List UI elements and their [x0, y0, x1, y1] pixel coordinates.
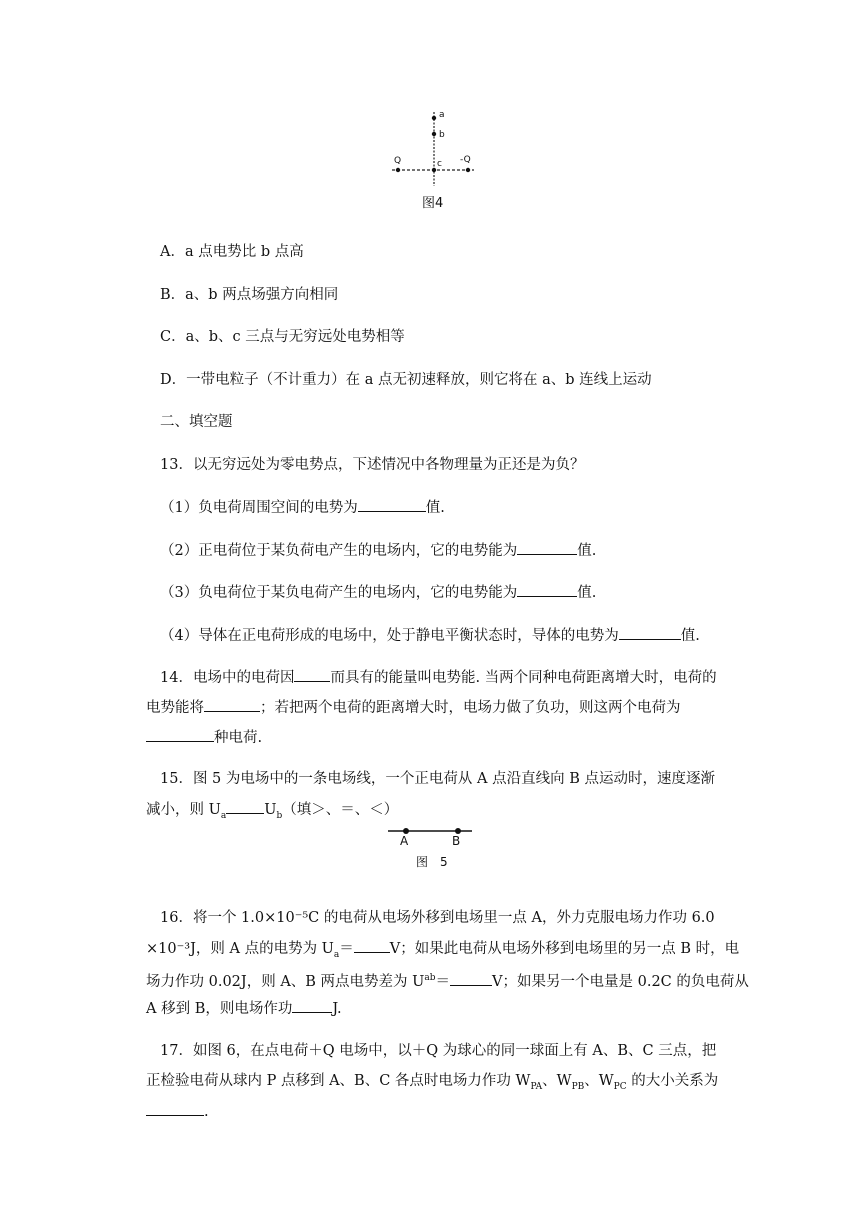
- q15-sub-a: a: [220, 810, 227, 821]
- q13-part1: [160, 497, 740, 518]
- q17-line2-text: 正检验电荷从球内 P 点移到 A、B、C 各点时电场力作功 W: [146, 1073, 531, 1089]
- q17-line3: [146, 1101, 726, 1122]
- q16-line2: [146, 938, 740, 965]
- option-c: C．a、b、c 三点与无穷远处电势相等: [160, 329, 405, 345]
- q17-blank[interactable]: [146, 1101, 204, 1116]
- q16-line4-text-b: J.: [332, 1001, 342, 1017]
- q16-line3-eq: ＝: [435, 973, 451, 990]
- option-d: D．一带电粒子（不计重力）在 a 点无初速释放，则它将在 a、b 连线上运动: [160, 372, 652, 388]
- q15-line2-hint: （填＞、＝、＜）: [282, 802, 399, 818]
- q15-blank[interactable]: [226, 799, 264, 814]
- q15-line2-text: 减小，则 U: [146, 802, 221, 818]
- q16-line3: [146, 968, 749, 992]
- q17-sep-1: 、W: [542, 1073, 572, 1089]
- fig4-label-q-neg: -Q: [460, 155, 471, 165]
- q17-sep-2: 、W: [584, 1073, 614, 1089]
- q14-line1-text-b: 而具有的能量叫电势能. 当两个同种电荷距离增大时，电荷的: [330, 670, 717, 686]
- q17-sub-pb: PB: [571, 1081, 585, 1092]
- q15-u: U: [264, 802, 277, 818]
- q14-line1: [160, 667, 740, 688]
- q13-part3-suffix: 值.: [577, 585, 597, 601]
- q16-line2-eq: ＝: [339, 941, 354, 957]
- q13-stem: 13．以无穷远处为零电势点，下述情况中各物理量为正还是为负？: [160, 457, 585, 473]
- q15-sub-b: b: [276, 810, 283, 821]
- q17-line3-text: .: [204, 1104, 209, 1120]
- q13-part4-text: （4）导体在正电荷形成的电场中，处于静电平衡状态时，导体的电势为: [160, 628, 619, 644]
- fig5-label-b: B: [452, 834, 461, 848]
- q13-blank-2[interactable]: [517, 540, 577, 555]
- q14-blank-2[interactable]: [204, 697, 260, 712]
- q13-part1-text: （1）负电荷周围空间的电势为: [160, 500, 358, 516]
- q16-line2-sub: a: [333, 949, 340, 960]
- q17-sub-pa: PA: [530, 1081, 543, 1092]
- fig4-label-a: a: [439, 110, 445, 120]
- q13-part3: [160, 582, 740, 603]
- option-b: B．a、b 两点场强方向相同: [160, 287, 339, 303]
- q17-line2: [146, 1071, 726, 1097]
- q13-part3-text: （3）负电荷位于某负电荷产生的电场内，它的电势能为: [160, 585, 518, 601]
- q16-line3-text-a: 场力作功 0.02J，则 A、B 两点电势差为 U: [146, 973, 425, 990]
- q14-line2-text-b: ；若把两个电荷的距离增大时，电场力做了负功，则这两个电荷为: [260, 700, 681, 716]
- fig4-label-q-pos: Q: [394, 156, 402, 166]
- q16-blank-1[interactable]: [354, 938, 390, 953]
- q14-line3-text: 种电荷.: [214, 730, 263, 746]
- q15-line1: 15．图 5 为电场中的一条电场线，一个正电荷从 A 点沿直线向 B 点运动时，速度逐渐: [160, 771, 715, 787]
- q16-line2-text-a: ×10⁻³J，则 A 点的电势为 U: [146, 941, 334, 957]
- q13-blank-3[interactable]: [517, 582, 577, 597]
- q13-part4: [160, 625, 740, 646]
- figure-4: [388, 104, 484, 214]
- q14-line2: [146, 697, 726, 718]
- q14-line1-text-a: 14．电场中的电荷因: [160, 670, 295, 686]
- q16-blank-3[interactable]: [292, 998, 332, 1013]
- q14-blank-1[interactable]: [294, 667, 330, 682]
- q16-line1: 16．将一个 1.0×10⁻⁵C 的电荷从电场外移到电场里一点 A，外力克服电场力作功 6.0: [160, 910, 715, 926]
- q16-blank-2[interactable]: [450, 971, 492, 986]
- q17-line1: 17．如图 6，在点电荷＋Q 电场中，以＋Q 为球心的同一球面上有 A、B、C 三点，把: [160, 1043, 717, 1059]
- q14-line2-text-a: 电势能将: [146, 700, 204, 716]
- q17-sub-pc: PC: [613, 1081, 627, 1092]
- fig4-label-b: b: [439, 130, 445, 140]
- q14-line3: [146, 727, 726, 748]
- section-title: 二、填空题: [160, 414, 233, 430]
- q16-line4: [146, 998, 726, 1019]
- q13-part2-suffix: 值.: [577, 543, 597, 559]
- q16-line2-text-c: V；如果此电荷从电场外移到电场里的另一点 B 时，电: [389, 941, 740, 957]
- fig5-caption: 图 5: [416, 855, 448, 869]
- q13-blank-4[interactable]: [619, 625, 681, 640]
- q16-line4-text-a: A 移到 B，则电场作功: [146, 1001, 293, 1017]
- q16-line3-text-c: V；如果另一个电量是 0.2C 的负电荷从: [492, 973, 749, 990]
- q13-part2-text: （2）正电荷位于某负荷电产生的电场内，它的电势能为: [160, 543, 518, 559]
- q13-blank-1[interactable]: [358, 497, 426, 512]
- fig4-label-c: c: [437, 159, 442, 169]
- q13-part1-suffix: 值.: [425, 500, 445, 516]
- q17-line2-suffix: 的大小关系为: [626, 1073, 719, 1089]
- q16-line3-sup: ab: [424, 973, 436, 983]
- q13-part4-suffix: 值.: [680, 628, 700, 644]
- q14-blank-3[interactable]: [146, 727, 214, 742]
- fig5-label-a: A: [400, 834, 409, 848]
- option-a: A．a 点电势比 b 点高: [160, 244, 304, 260]
- figure-5: [386, 822, 476, 872]
- fig4-caption: 图4: [422, 196, 444, 211]
- q13-part2: [160, 540, 740, 561]
